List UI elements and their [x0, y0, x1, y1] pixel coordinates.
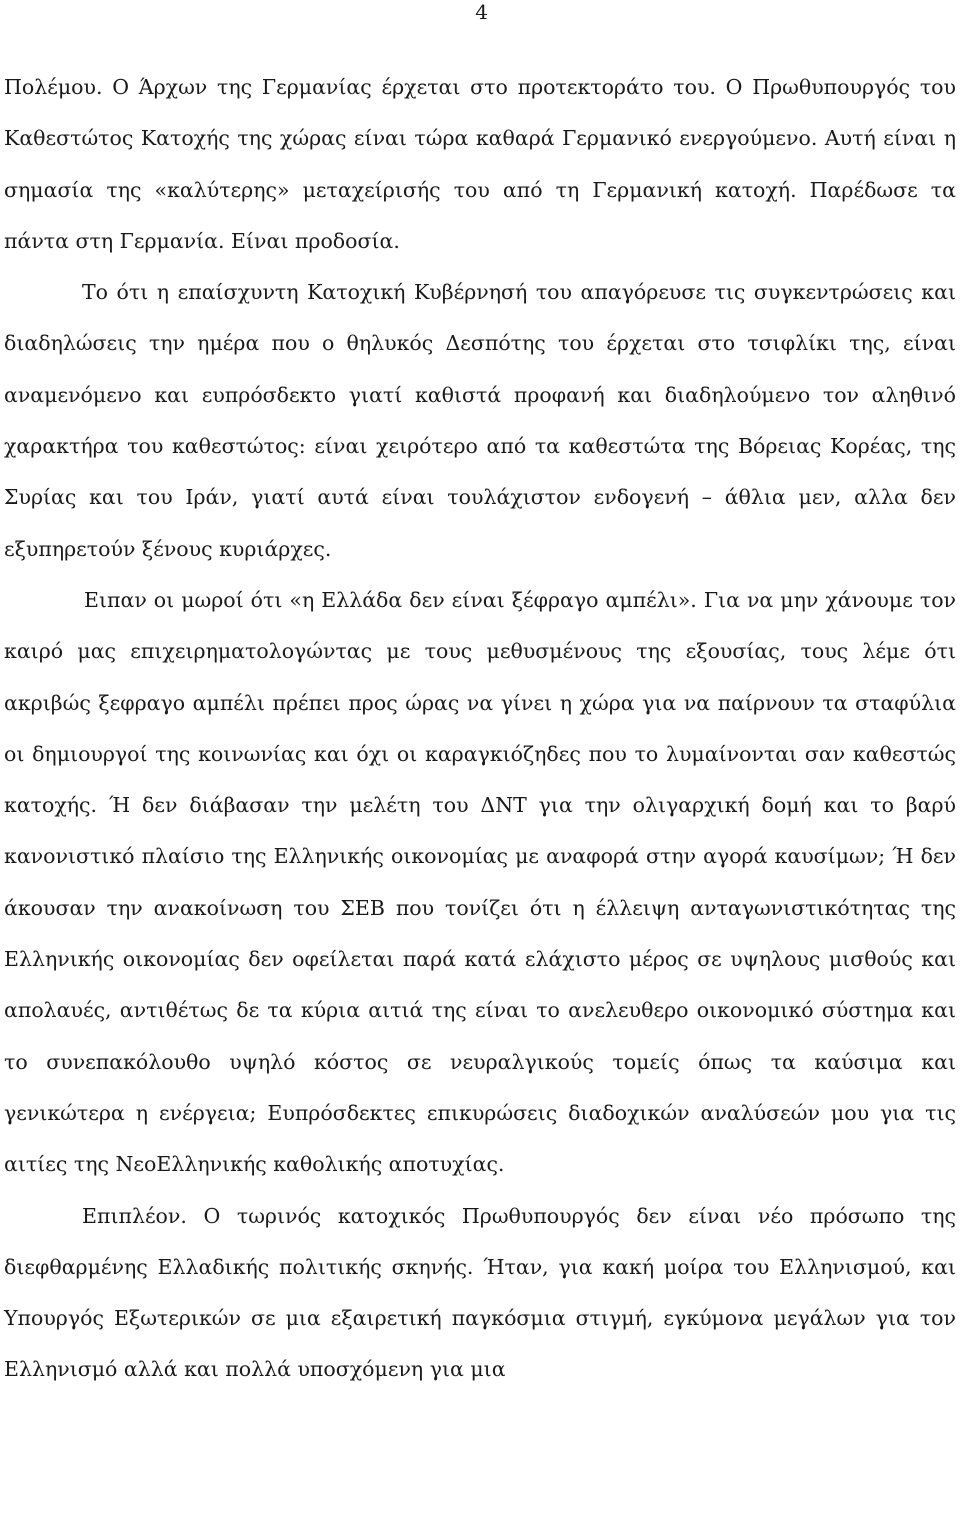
paragraph-3: Ειπαν οι μωροί ότι «η Ελλάδα δεν είναι ξέφραγο αμπέλι». Για να μην χάνουμε τον καιρό μας επιχειρηματολογώντας με τους μεθυσμένους της εξουσίας, τους λέμε ότι ακριβώς ξεφραγο αμπέλι πρέπει προς ώρας να γίνει η χώρα για να παίρνουν τα σταφύλια οι δημιουργοί της κοινωνίας και όχι οι καραγκιόζηδες που το λυμαίνονται σαν καθεστώς κατοχής. Ή δεν διάβασαν την μελέτη του ΔΝΤ για την ολιγαρχική δομή και το βαρύ κανονιστικό πλαίσιο της Ελληνικής οικονομίας με αναφορά στην αγορά καυσίμων; Ή δεν άκουσαν την ανακοίνωση του ΣΕΒ που τονίζει ότι η έλλειψη ανταγωνιστικότητας της Ελληνικής οικονομίας δεν οφείλεται παρά κατά ελάχιστο μέρος σε υψηλους μισθούς και απολαυές, αντιθέτως δε τα κύρια αιτιά της είναι το ανελευθερο οικονομικό σύστημα και το συνεπακόλουθο υψηλό κόστος σε νευραλγικούς τομείς όπως τα καύσιμα και γενικώτερα η ενέργεια; Ευπρόσδεκτες επικυρώσεις διαδοχικών αναλύσεών μου για τις αιτίες της ΝεοΕλληνικής καθολικής αποτυχίας.: [4, 587, 956, 1177]
page-number: 4: [475, 0, 488, 24]
paragraph-2: Το ότι η επαίσχυντη Κατοχική Κυβέρνησή του απαγόρευσε τις συγκεντρώσεις και διαδηλώσεις την ημέρα που ο θηλυκός Δεσπότης του έρχεται στο τσιφλίκι της, είναι αναμενόμενο και ευπρόσδεκτο γιατί καθιστά προφανή και διαδηλούμενο τον αληθινό χαρακτήρα του καθεστώτος: είναι χειρότερο από τα καθεστώτα της Βόρειας Κορέας, της Συρίας και του Ιράν, γιατί αυτά είναι τουλάχιστον ενδογενή – άθλια μεν, αλλα δεν εξυπηρετούν ξένους κυριάρχες.: [4, 280, 956, 561]
paragraph-1: Πολέμου. Ο Άρχων της Γερμανίας έρχεται στο προτεκτοράτο του. Ο Πρωθυπουργός του Καθεστώτος Κατοχής της χώρας είναι τώρα καθαρά Γερμανικό ενεργούμενο. Αυτή είναι η σημασία της «καλύτερης» μεταχείρισής του από τη Γερμανική κατοχή. Παρέδωσε τα πάντα στη Γερμανία. Είναι προδοσία.: [4, 75, 956, 253]
document-body: [4, 62, 956, 1396]
paragraph-4: Επιπλέον. Ο τωρινός κατοχικός Πρωθυπουργός δεν είναι νέο πρόσωπο της διεφθαρμένης Ελλαδικής πολιτικής σκηνής. Ήταν, για κακή μοίρα του Ελληνισμού, και Υπουργός Εξωτερικών σε μια εξαιρετική παγκόσμια στιγμή, εγκύμονα μεγάλων για τον Ελληνισμό αλλά και πολλά υποσχόμενη για μια: [4, 1203, 956, 1382]
